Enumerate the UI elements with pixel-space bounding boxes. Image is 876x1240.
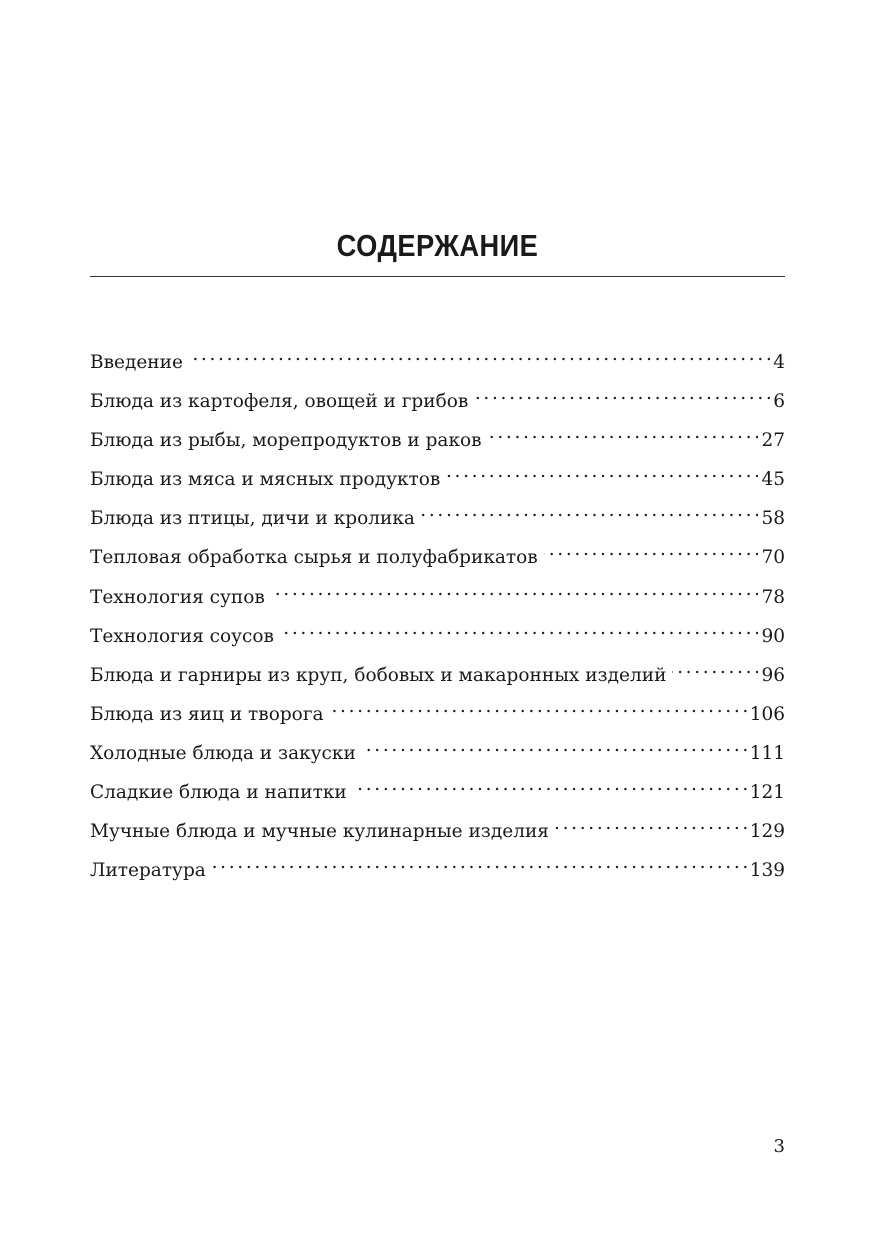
toc-entry-page: 129 — [749, 821, 785, 843]
toc-entry-page: 6 — [773, 391, 785, 413]
toc-entry[interactable] — [90, 498, 785, 537]
toc-entry-label: Литература — [90, 860, 206, 882]
toc-entry-page: 111 — [749, 742, 785, 764]
toc-leader-dots — [353, 772, 747, 798]
toc-entry-label: Мучные блюда и мучные кулинарные изделия — [90, 821, 549, 843]
toc-entry-page: 78 — [761, 586, 785, 608]
toc-entry-label: Введение — [90, 352, 183, 373]
toc-entry-label: Блюда и гарниры из круп, бобовых и макаронных изделий — [90, 664, 667, 686]
toc-leader-dots — [362, 733, 747, 759]
toc-entry-page: 139 — [749, 860, 785, 882]
toc-entry[interactable] — [90, 577, 785, 616]
toc-entry-page: 45 — [761, 469, 785, 491]
toc-leader-dots — [189, 342, 770, 368]
toc-entry-label: Блюда из мяса и мясных продуктов — [90, 469, 441, 491]
toc-entry-page: 58 — [761, 508, 785, 530]
toc-entry[interactable] — [90, 694, 785, 733]
table-of-contents — [90, 342, 785, 889]
toc-entry-page: 70 — [761, 547, 785, 569]
toc-entry[interactable] — [90, 655, 785, 694]
title-divider — [90, 276, 785, 277]
toc-leader-dots — [672, 655, 758, 681]
toc-leader-dots — [488, 420, 759, 446]
toc-entry[interactable] — [90, 850, 785, 889]
toc-entry[interactable] — [90, 420, 785, 459]
page-number: 3 — [773, 1136, 785, 1157]
toc-entry-page: 96 — [761, 664, 785, 686]
toc-entry-label: Блюда из рыбы, морепродуктов и раков — [90, 430, 482, 452]
page-title: СОДЕРЖАНИЕ — [336, 228, 539, 263]
toc-entry-page: 90 — [761, 625, 785, 647]
toc-entry[interactable] — [90, 616, 785, 655]
toc-leader-dots — [271, 577, 759, 603]
toc-leader-dots — [330, 694, 747, 720]
toc-entry[interactable] — [90, 537, 785, 576]
toc-leader-dots — [446, 459, 758, 485]
toc-entry-label: Сладкие блюда и напитки — [90, 782, 347, 804]
toc-leader-dots — [555, 811, 747, 837]
toc-leader-dots — [474, 381, 770, 407]
toc-entry-label: Холодные блюда и закуски — [90, 742, 356, 764]
toc-leader-dots — [212, 850, 747, 876]
toc-entry-page: 4 — [773, 352, 785, 373]
toc-entry[interactable] — [90, 381, 785, 420]
toc-entry[interactable] — [90, 772, 785, 811]
toc-entry[interactable] — [90, 342, 785, 381]
toc-entry-label: Блюда из картофеля, овощей и грибов — [90, 391, 469, 413]
toc-leader-dots — [421, 498, 759, 524]
toc-entry-label: Технология супов — [90, 586, 265, 608]
toc-leader-dots — [280, 616, 759, 642]
toc-entry[interactable] — [90, 811, 785, 850]
toc-entry-page: 27 — [761, 430, 785, 452]
toc-entry[interactable] — [90, 459, 785, 498]
toc-entry-label: Тепловая обработка сырья и полуфабрикатов — [90, 547, 538, 569]
toc-entry[interactable] — [90, 733, 785, 772]
toc-entry-label: Блюда из яиц и творога — [90, 703, 324, 725]
toc-entry-page: 106 — [749, 703, 785, 725]
toc-entry-page: 121 — [749, 782, 785, 804]
toc-leader-dots — [544, 537, 759, 563]
toc-entry-label: Блюда из птицы, дичи и кролика — [90, 508, 415, 530]
toc-entry-label: Технология соусов — [90, 625, 274, 647]
